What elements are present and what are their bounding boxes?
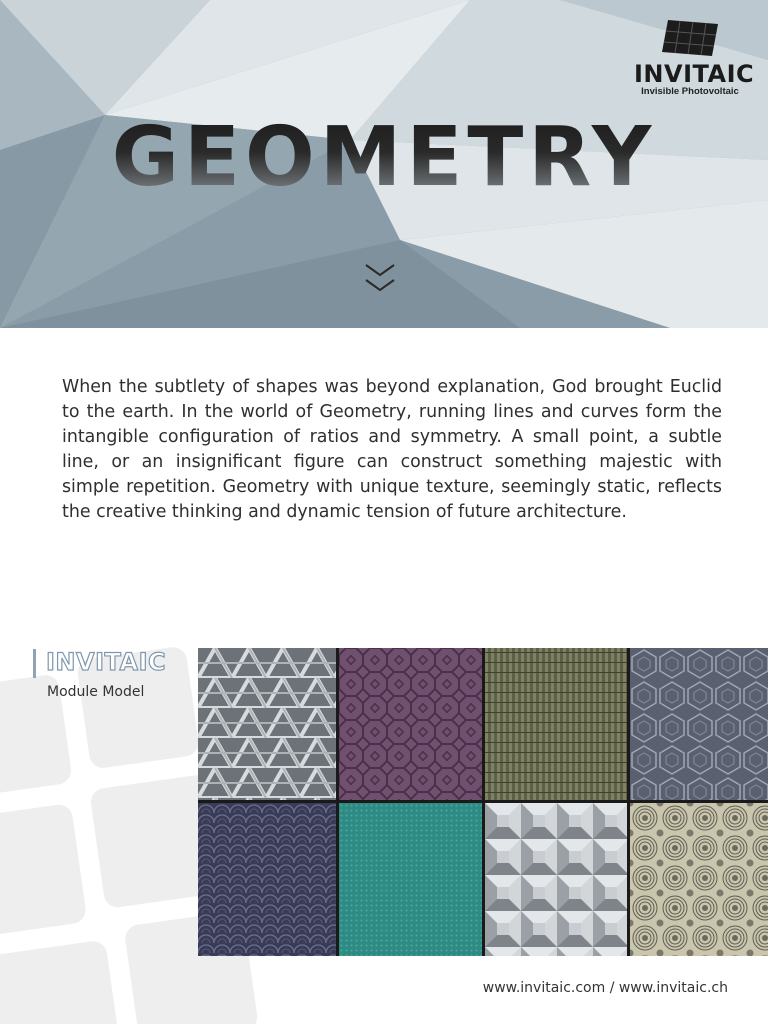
brand-name: INVITAIC [634,60,755,88]
swatch-pyramid-blocks[interactable] [485,803,627,956]
swatch-wave-scales[interactable] [198,803,336,956]
swatch-vertical-weave[interactable] [485,648,627,800]
brand-logo [634,18,755,98]
footer-website-links[interactable]: www.invitaic.com / www.invitaic.ch [482,980,728,996]
brand-accent-bar [33,649,36,678]
module-swatch-grid [198,648,768,956]
module-label: Module Model [47,684,145,700]
hero-banner [0,0,768,328]
swatch-triangle-lattice[interactable] [198,648,336,800]
intro-paragraph: When the subtlety of shapes was beyond explanation, God brought Euclid to the earth. In the world of Geometry, running lines and curves form the intangible configuration of ratios and symmetry. A small point, a subtle line, or an insignificant figure can construct something majestic with simple repetition. Geometry with unique texture, seemingly static, reflects the creative thinking and dynamic tension of future architecture. [62,377,722,522]
swatch-hexagon-line[interactable] [630,648,768,800]
module-brand-name: INVITAIC [46,648,167,676]
page-title: GEOMETRY [0,110,768,205]
swatch-circle-dots[interactable] [630,803,768,956]
double-chevron-down-icon[interactable] [364,262,396,294]
solar-panel-icon [662,18,720,58]
swatch-octagon-lattice[interactable] [339,648,482,800]
swatch-fine-texture[interactable] [339,803,482,956]
brand-tagline: Invisible Photovoltaic [641,86,739,97]
